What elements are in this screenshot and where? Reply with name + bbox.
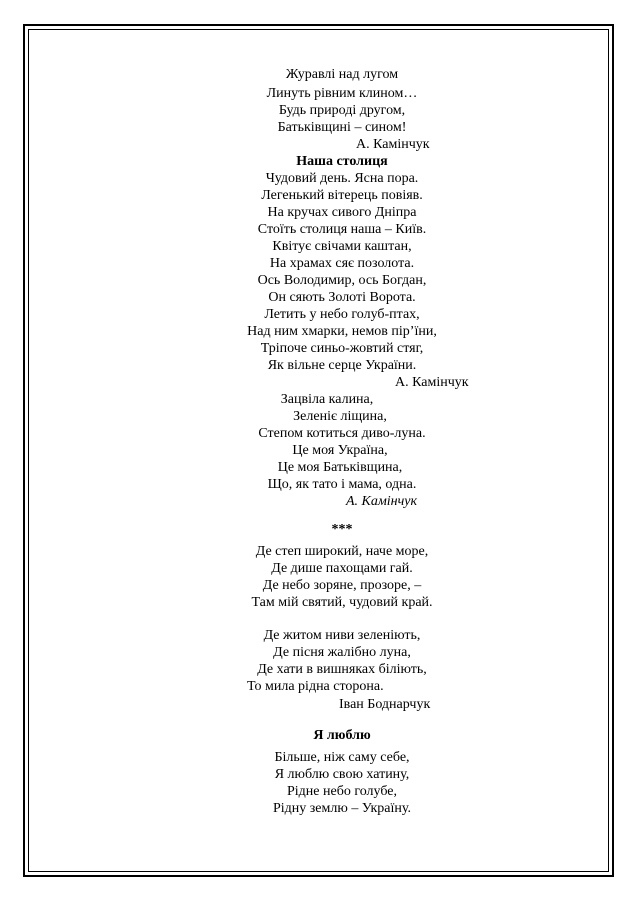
poem-line: Де степ широкий, наче море,	[255, 544, 429, 559]
poem-line: Більше, ніж саму себе,	[274, 750, 410, 765]
poem-line: Там мій святий, чудовий край.	[251, 595, 433, 610]
poem-line: Як вільне серце України.	[267, 358, 417, 373]
poem-author: А. Камінчук	[346, 494, 418, 509]
poem-line: Це моя Україна,	[292, 443, 388, 458]
poem-author: Іван Боднарчук	[339, 697, 431, 712]
poem-line: Будь природі другом,	[278, 103, 406, 118]
poem-author: А. Камінчук	[356, 137, 430, 152]
poem-line: Де небо зоряне, прозоре, –	[262, 578, 422, 593]
poem-line: Степом котиться диво-луна.	[258, 426, 426, 441]
poem-line: Стоїть столиця наша – Київ.	[257, 222, 427, 237]
poem-line: Чудовий день. Ясна пора.	[265, 171, 419, 186]
poem-title: Я люблю	[313, 728, 371, 743]
poem-line: Де хати в вишняках біліють,	[257, 662, 427, 677]
poem-line: Де пісня жалібно луна,	[273, 645, 411, 660]
poem-line: Де дише пахощами гай.	[271, 561, 413, 576]
poem-title: Наша столиця	[296, 154, 388, 169]
poem-line: Ось Володимир, ось Богдан,	[257, 273, 427, 288]
poem-line: Линуть рівним клином…	[266, 86, 418, 101]
poem-line: Легенький вітерець повіяв.	[261, 188, 423, 203]
poem-line: На храмах сяє позолота.	[269, 256, 415, 271]
stanza-separator: ***	[331, 522, 353, 537]
poem-line: Тріпоче синьо-жовтий стяг,	[260, 341, 424, 356]
poem-line: Зеленіє ліщина,	[293, 409, 387, 424]
poem-line: Зацвіла калина,	[280, 392, 374, 407]
poem-line: Я люблю свою хатину,	[274, 767, 410, 782]
poem-line: Над ним хмарки, немов пір’їни,	[247, 324, 437, 339]
poem-line: Рідне небо голубе,	[287, 784, 397, 799]
poem-line: Батьківщині – сином!	[277, 120, 407, 135]
poem-line: Летить у небо голуб-птах,	[264, 307, 420, 322]
poem-line: Он сяють Золоті Ворота.	[268, 290, 416, 305]
poem-line: Квітує свічами каштан,	[272, 239, 412, 254]
poem-line: Де житом ниви зеленіють,	[263, 628, 421, 643]
poem-line: Рідну землю – Україну.	[272, 801, 412, 816]
poem-line: Журавлі над лугом	[285, 67, 399, 82]
poem-line: Що, як тато і мама, одна.	[267, 477, 417, 492]
poem-line: То мила рідна сторона.	[247, 679, 384, 694]
poem-line: На кручах сивого Дніпра	[267, 205, 417, 220]
poem-line: Це моя Батьківщина,	[277, 460, 403, 475]
poem-author: А. Камінчук	[395, 375, 469, 390]
